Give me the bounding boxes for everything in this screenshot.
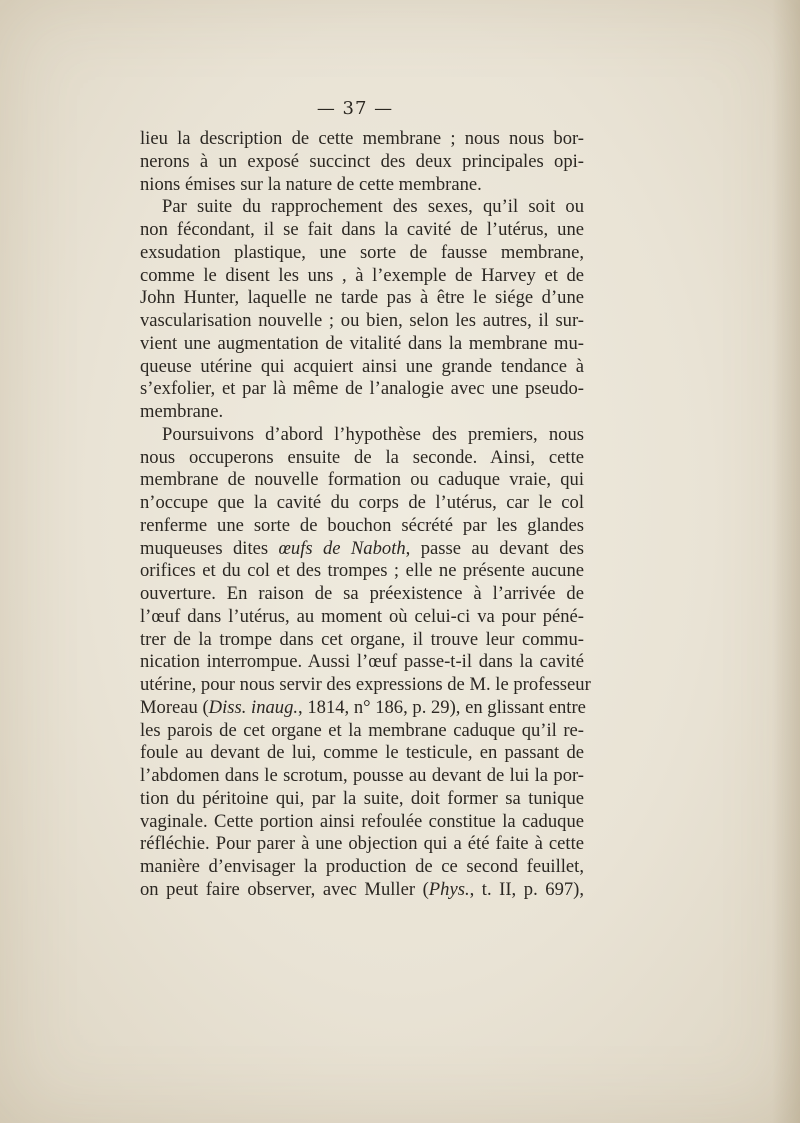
text-segment: lieu la description de cette membrane ; nous nous bor- bbox=[140, 128, 584, 149]
text-segment: non fécondant, il se fait dans la cavité de l’utérus, une bbox=[140, 219, 584, 240]
text-segment: s’exfolier, et par là même de l’analogie avec une pseudo- bbox=[140, 378, 584, 400]
text-segment: comme le disent les uns , à l’exemple de Harvey et de bbox=[140, 264, 584, 286]
text-line bbox=[140, 879, 584, 902]
text-line bbox=[140, 856, 584, 879]
text-segment: membrane. bbox=[140, 401, 224, 422]
text-segment: trer de la trompe dans cet organe, il trouve leur commu- bbox=[140, 628, 584, 650]
text-line bbox=[140, 788, 584, 811]
text-segment: l’abdomen dans le scrotum, pousse au devant de lui la por- bbox=[140, 765, 584, 786]
text-line bbox=[140, 538, 584, 561]
text-line bbox=[140, 765, 584, 788]
text-segment: les parois de cet organe et la membrane caduque qu’il re- bbox=[140, 719, 584, 741]
text-segment: membrane de nouvelle formation ou caduque vraie, qui bbox=[140, 469, 584, 491]
text-segment: tion du péritoine qui, par la suite, doit former sa tunique bbox=[140, 787, 584, 809]
text-line bbox=[140, 265, 584, 288]
text-segment: orifices et du col et des trompes ; elle ne présente aucune bbox=[140, 560, 584, 582]
text-segment: Moreau ( bbox=[140, 696, 209, 718]
text-segment: l’œuf dans l’utérus, au moment où celui-ci va pour péné- bbox=[140, 605, 584, 627]
text-segment: nication interrompue. Aussi l’œuf passe-t-il dans la cavité bbox=[140, 651, 584, 673]
text-segment: on peut faire observer, avec Muller ( bbox=[140, 878, 429, 900]
text-line bbox=[140, 583, 584, 606]
text-segment: vient une augmentation de vitalité dans la membrane mu- bbox=[140, 332, 584, 354]
text-segment: n’occupe que la cavité du corps de l’utérus, car le col bbox=[140, 492, 584, 513]
italic-segment: Phys. bbox=[428, 878, 470, 900]
text-line bbox=[140, 333, 584, 356]
text-segment: John Hunter, laquelle ne tarde pas à être le siége d’une bbox=[140, 287, 584, 309]
text-segment: , t. II, p. 697), bbox=[469, 878, 585, 900]
text-segment: réfléchie. Pour parer à une objection qui a été faite à cette bbox=[140, 833, 584, 855]
text-segment: renferme une sorte de bouchon sécrété par les glandes bbox=[140, 514, 584, 536]
text-line bbox=[140, 174, 584, 197]
text-segment: , 1814, n° 186, p. 29), en glissant entre bbox=[298, 696, 586, 718]
page-number: — 37 — bbox=[316, 98, 394, 119]
text-segment: muqueuses dites bbox=[140, 537, 279, 559]
text-segment: utérine, pour nous servir des expressions de M. le professeur bbox=[140, 674, 591, 695]
body-text bbox=[140, 128, 591, 902]
text-segment: vaginale. Cette portion ainsi refoulée constitue la caduque bbox=[140, 810, 584, 832]
text-line bbox=[140, 151, 584, 174]
text-line bbox=[140, 378, 584, 401]
text-segment: foule au devant de lui, comme le testicule, en passant de bbox=[140, 742, 584, 764]
text-line bbox=[140, 128, 584, 151]
text-line bbox=[140, 515, 584, 538]
text-line bbox=[140, 310, 584, 333]
text-line bbox=[140, 196, 584, 219]
text-segment: queuse utérine qui acquiert ainsi une grande tendance à bbox=[140, 355, 584, 377]
text-line bbox=[140, 356, 584, 379]
text-line bbox=[140, 742, 584, 765]
text-line bbox=[140, 560, 584, 583]
text-segment: Poursuivons d’abord l’hypothèse des premiers, nous bbox=[162, 423, 584, 445]
text-line bbox=[140, 287, 584, 310]
text-segment: exsudation plastique, une sorte de fausse membrane, bbox=[140, 241, 584, 263]
text-line bbox=[140, 629, 584, 652]
text-segment: nions émises sur la nature de cette membrane. bbox=[140, 173, 482, 195]
text-segment: manière d’envisager la production de ce second feuillet, bbox=[140, 856, 584, 877]
italic-segment: Diss. inaug. bbox=[208, 696, 299, 718]
text-line bbox=[140, 651, 584, 674]
text-line bbox=[140, 833, 584, 856]
text-line bbox=[140, 447, 584, 470]
text-segment: nous occuperons ensuite de la seconde. Ainsi, cette bbox=[140, 446, 584, 468]
text-line bbox=[140, 401, 584, 424]
text-line bbox=[140, 606, 584, 629]
text-line bbox=[140, 219, 584, 242]
text-segment: , passe au devant des bbox=[405, 537, 584, 559]
text-segment: Par suite du rapprochement des sexes, qu’il soit ou bbox=[162, 196, 584, 218]
text-segment: ouverture. En raison de sa préexistence à l’arrivée de bbox=[140, 583, 584, 604]
text-line bbox=[140, 424, 584, 447]
text-line bbox=[140, 492, 584, 515]
text-line bbox=[140, 697, 584, 720]
text-line bbox=[140, 720, 584, 743]
text-line bbox=[140, 811, 584, 834]
text-line bbox=[140, 469, 584, 492]
italic-segment: œufs de Naboth bbox=[278, 537, 406, 559]
text-segment: vascularisation nouvelle ; ou bien, selon les autres, il sur- bbox=[140, 310, 584, 331]
text-line bbox=[140, 242, 584, 265]
text-segment: nerons à un exposé succinct des deux principales opi- bbox=[140, 150, 584, 172]
text-line bbox=[140, 674, 591, 697]
